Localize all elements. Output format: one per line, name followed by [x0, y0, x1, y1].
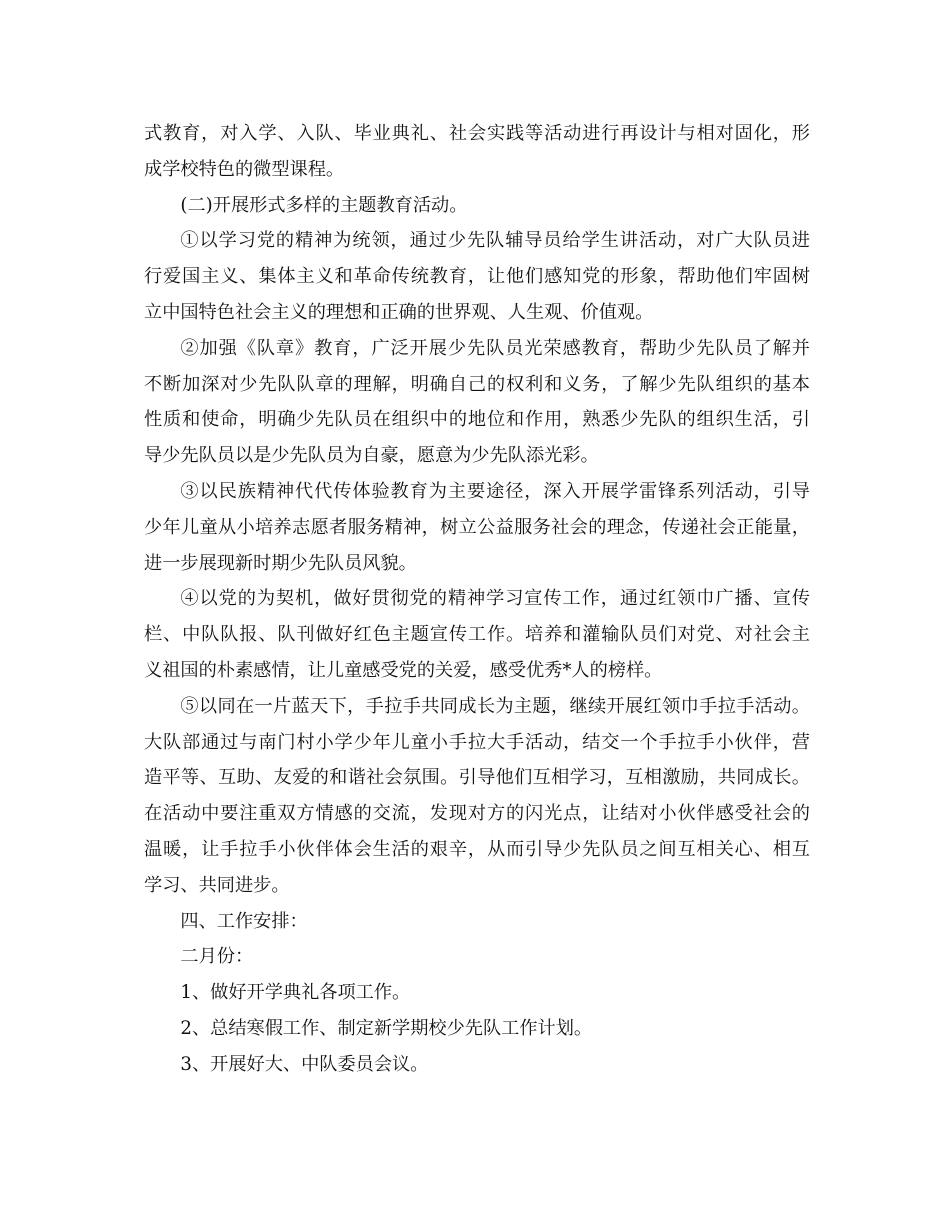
section-heading-work-schedule [144, 904, 810, 940]
text-line: 二月份： [180, 946, 254, 968]
text-line: 四、工作安排： [180, 910, 308, 932]
text-line: 不断加深对少先队队章的理解，明确自己的权利和义务，了解少先队组织的基本 [144, 373, 810, 395]
text-line: 导少先队员以是少先队员为自豪，愿意为少先队添光彩。 [144, 445, 599, 467]
text-line: (二)开展形式多样的主题教育活动。 [180, 194, 468, 216]
text-line: 2、总结寒假工作、制定新学期校少先队工作计划。 [180, 1017, 593, 1039]
text-line: 义祖国的朴素感情，让儿童感受党的关爱，感受优秀*人的榜样。 [144, 659, 663, 681]
schedule-item-2 [144, 1011, 810, 1047]
text-line: ④以党的为契机，做好贯彻党的精神学习宣传工作，通过红领巾广播、宣传 [180, 588, 810, 610]
section-heading-theme-activities [144, 188, 810, 224]
schedule-item-3 [144, 1047, 810, 1083]
text-line: 成学校特色的微型课程。 [144, 158, 345, 180]
text-line: 大队部通过与南门村小学少年儿童小手拉大手活动，结交一个手拉手小伙伴，营 [144, 731, 810, 753]
text-line: 式教育，对入学、入队、毕业典礼、社会实践等活动进行再设计与相对固化，形 [144, 123, 810, 144]
document-page [144, 116, 810, 1083]
text-line: ②加强《队章》教育，广泛开展少先队员光荣感教育，帮助少先队员了解并 [180, 337, 810, 359]
text-line: 在活动中要注重双方情感的交流，发现对方的闪光点，让结对小伙伴感受社会的 [144, 803, 810, 825]
month-heading-february [144, 939, 810, 975]
text-line: 性质和使命，明确少先队员在组织中的地位和作用，熟悉少先队的组织生活，引 [144, 409, 810, 431]
text-line: 立中国特色社会主义的理想和正确的世界观、人生观、价值观。 [144, 301, 654, 323]
paragraph-item-4 [144, 581, 810, 688]
paragraph-item-1 [144, 223, 810, 330]
paragraph-item-3 [144, 474, 810, 581]
text-line: 栏、中队队报、队刊做好红色主题宣传工作。培养和灌输队员们对党、对社会主 [144, 624, 810, 646]
text-line: 温暖，让手拉手小伙伴体会生活的艰辛，从而引导少先队员之间互相关心、相互 [144, 838, 810, 860]
text-line: 行爱国主义、集体主义和革命传统教育，让他们感知党的形象，帮助他们牢固树 [144, 266, 810, 288]
text-line: 少年儿童从小培养志愿者服务精神，树立公益服务社会的理念，传递社会正能量， [144, 516, 810, 538]
text-line: 进一步展现新时期少先队员风貌。 [144, 552, 417, 574]
schedule-item-1 [144, 975, 810, 1011]
text-line: 3、开展好大、中队委员会议。 [180, 1053, 429, 1075]
text-line: 1、做好开学典礼各项工作。 [180, 982, 411, 1004]
text-line: 造平等、互助、友爱的和谐社会氛围。引导他们互相学习，互相激励，共同成长。 [144, 767, 810, 789]
paragraph-item-2 [144, 331, 810, 474]
paragraph-item-5 [144, 689, 810, 904]
text-line: ③以民族精神代代传体验教育为主要途径，深入开展学雷锋系列活动，引导 [180, 480, 810, 502]
text-line: ⑤以同在一片蓝天下，手拉手共同成长为主题，继续开展红领巾手拉手活动。 [180, 695, 810, 717]
text-line: 学习、共同进步。 [144, 874, 290, 896]
text-line: ①以学习党的精神为统领，通过少先队辅导员给学生讲活动，对广大队员进 [180, 230, 810, 252]
paragraph-continuation [144, 116, 810, 188]
